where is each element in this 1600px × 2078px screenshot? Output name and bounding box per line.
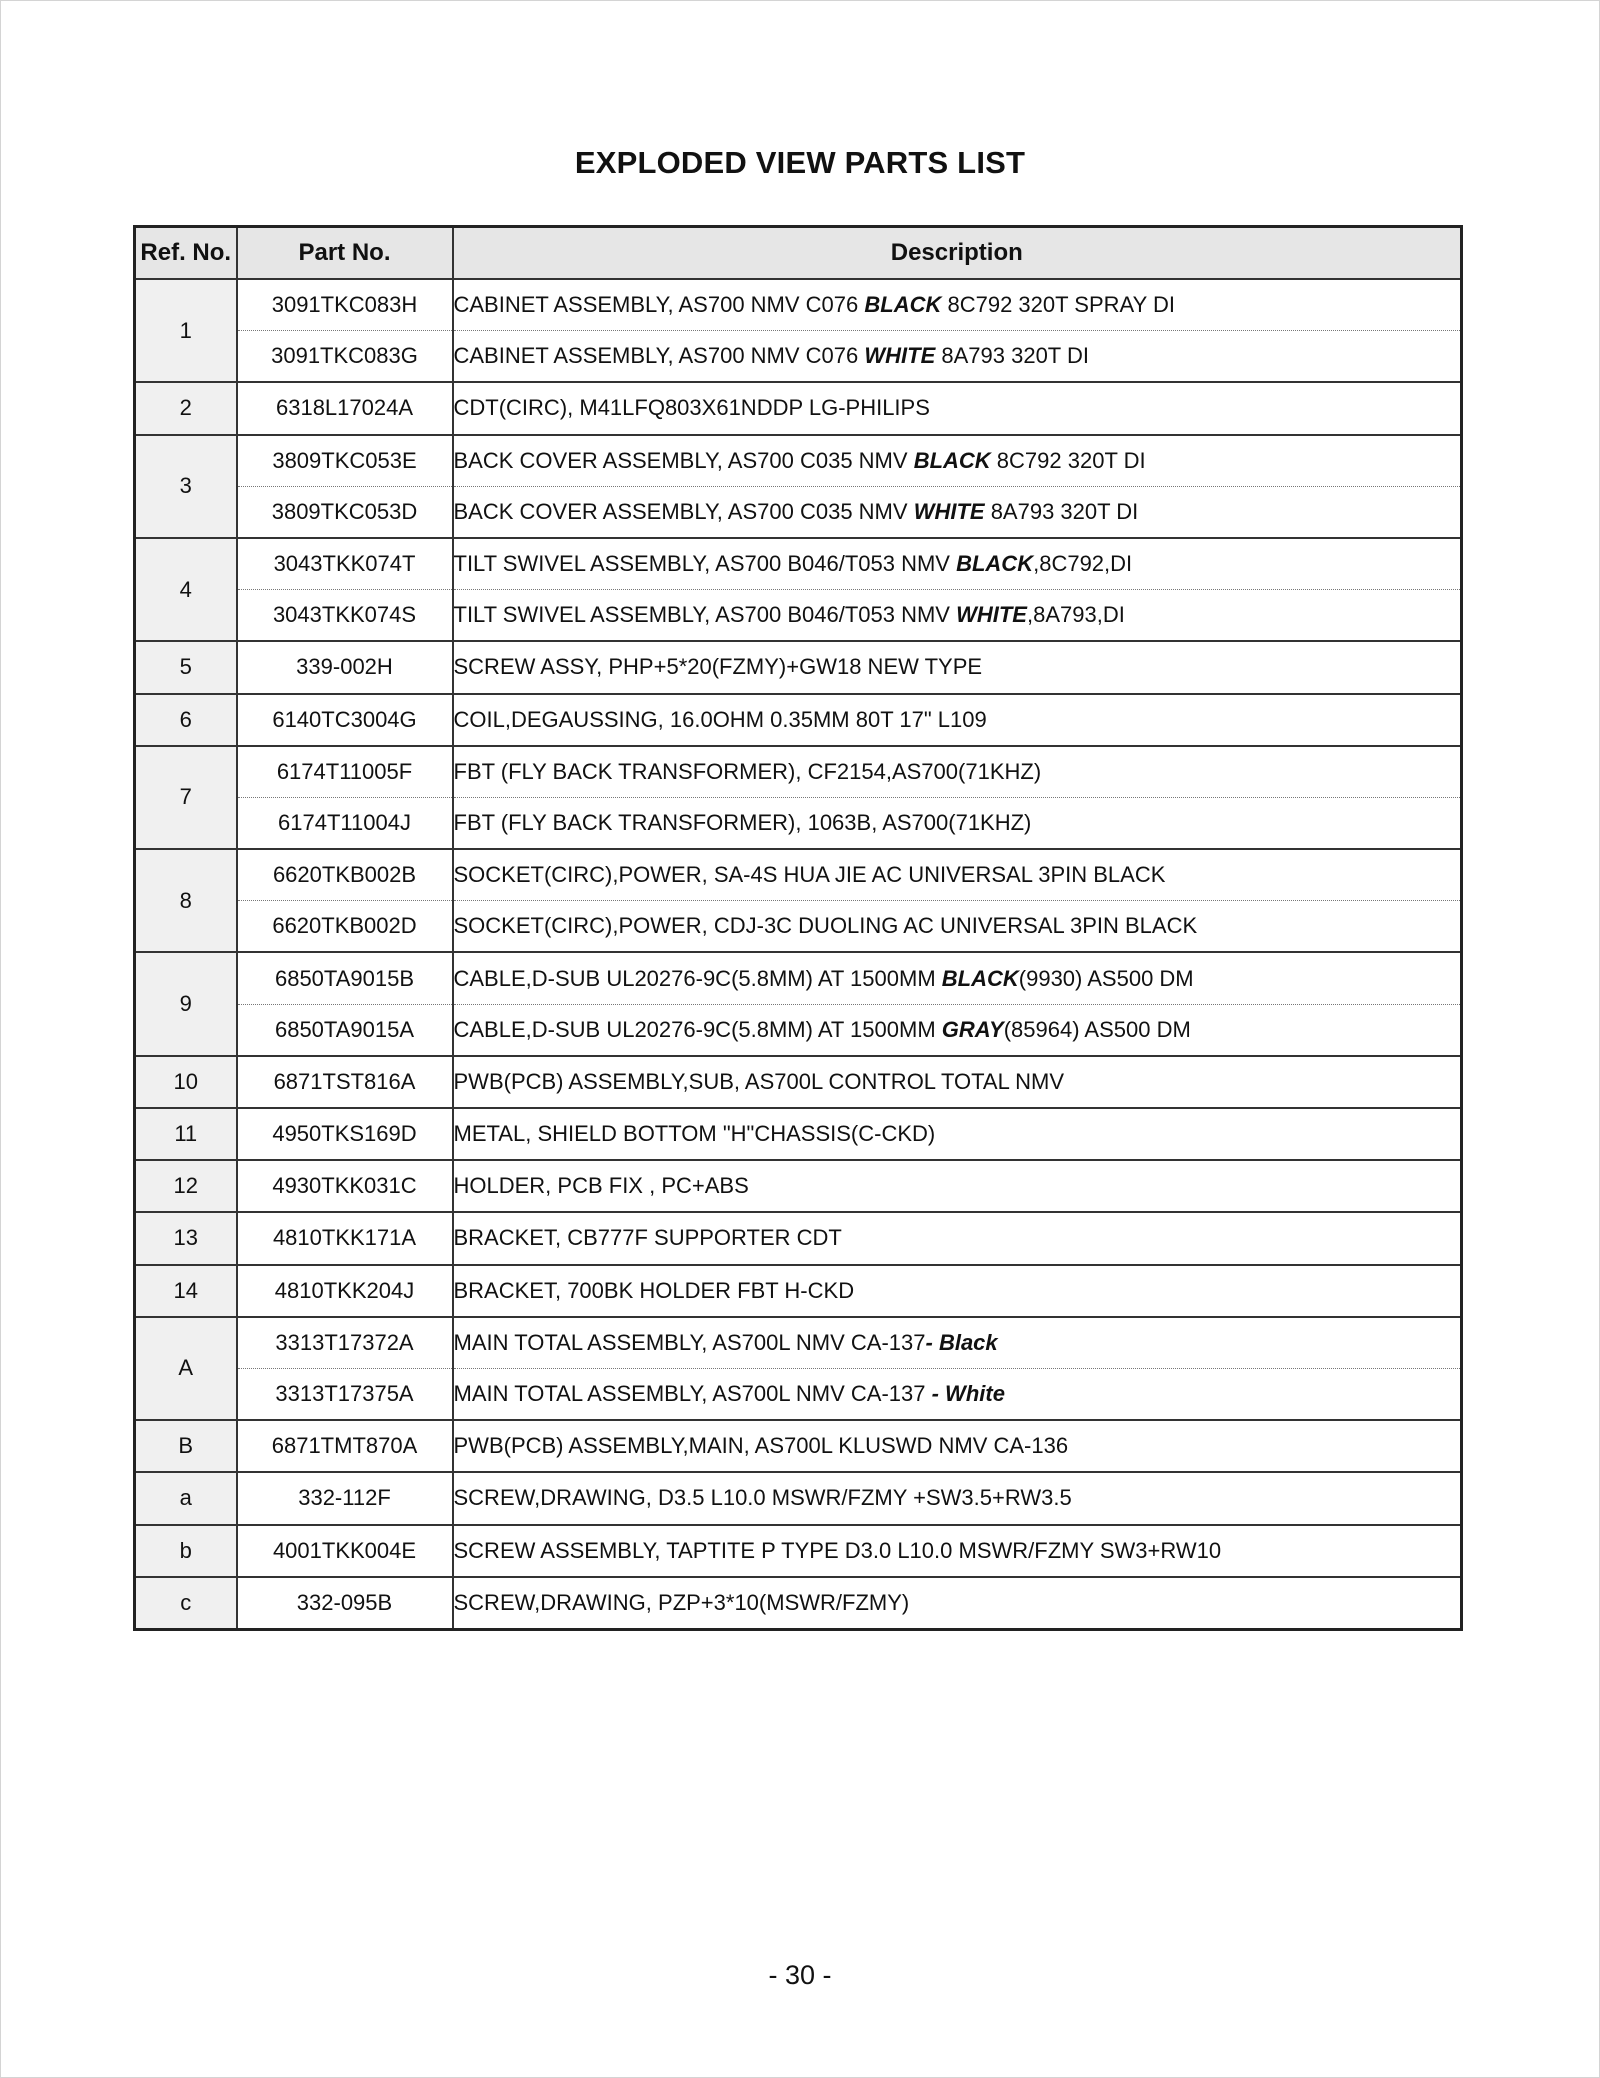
description-text: FBT (FLY BACK TRANSFORMER), CF2154,AS700(71KHZ) [453,758,1042,784]
table-row [135,641,1462,693]
description-cell [453,1420,1462,1472]
description-text-tail: (9930) AS500 DM [1018,965,1194,991]
part-no-cell: 4930TKK031C [237,1160,453,1212]
part-no-cell: 3809TKC053E [237,435,453,487]
part-no-cell: 6620TKB002D [237,901,453,953]
part-no-cell: 4810TKK204J [237,1265,453,1317]
description-cell [453,1577,1462,1630]
description-text: CABINET ASSEMBLY, AS700 NMV C076 [453,292,865,318]
ref-no-cell: 9 [135,952,237,1055]
description-text: MAIN TOTAL ASSEMBLY, AS700L NMV CA-137 [453,1381,932,1407]
table-row [135,435,1462,487]
part-no-cell: 3809TKC053D [237,486,453,538]
ref-no-cell: c [135,1577,237,1630]
part-no-cell: 6871TMT870A [237,1420,453,1472]
part-no-cell: 6174T11005F [237,746,453,798]
description-text: COIL,DEGAUSSING, 16.0OHM 0.35MM 80T 17" L109 [453,706,987,732]
description-text: CABINET ASSEMBLY, AS700 NMV C076 [453,343,865,369]
table-row [135,382,1462,434]
description-cell [453,901,1462,953]
part-no-cell: 3313T17372A [237,1317,453,1369]
ref-no-cell: A [135,1317,237,1420]
color-emphasis: BLACK [913,447,991,473]
part-no-cell: 4950TKS169D [237,1108,453,1160]
part-no-cell: 3091TKC083H [237,279,453,331]
table-row [135,279,1462,331]
page-title: EXPLODED VIEW PARTS LIST [574,145,1026,180]
description-cell [453,1160,1462,1212]
description-cell [453,746,1462,798]
table-row [135,1004,1462,1056]
description-text: CDT(CIRC), M41LFQ803X61NDDP LG-PHILIPS [453,395,930,421]
table-row [135,1265,1462,1317]
color-emphasis: WHITE [956,602,1027,628]
part-no-cell: 6871TST816A [237,1056,453,1108]
color-emphasis: - Black [925,1329,998,1355]
description-text: SCREW ASSEMBLY, TAPTITE P TYPE D3.0 L10.0 MSWR/FZMY SW3+RW10 [453,1537,1222,1563]
ref-no-cell: 5 [135,641,237,693]
table-row [135,1160,1462,1212]
table-row [135,1108,1462,1160]
header-row [135,227,1462,280]
color-emphasis: BLACK [941,965,1019,991]
description-text-tail: 8C792 320T DI [990,447,1146,473]
description-text: TILT SWIVEL ASSEMBLY, AS700 B046/T053 NMV [453,602,957,628]
description-text-tail: ,8C792,DI [1033,551,1133,577]
color-emphasis: - White [931,1381,1005,1407]
description-cell [453,1525,1462,1577]
description-cell [453,797,1462,849]
part-no-cell: 339-002H [237,641,453,693]
description-cell [453,849,1462,901]
table-row [135,1317,1462,1369]
table-row [135,1472,1462,1524]
description-text: METAL, SHIELD BOTTOM "H"CHASSIS(C-CKD) [453,1121,936,1147]
description-text: PWB(PCB) ASSEMBLY,SUB, AS700L CONTROL TOTAL NMV [453,1068,1064,1094]
description-text-tail: ,8A793,DI [1026,602,1125,628]
part-no-cell: 6140TC3004G [237,694,453,746]
part-no-cell: 332-112F [237,1472,453,1524]
table-row [135,331,1462,383]
part-no-cell: 3043TKK074T [237,538,453,590]
description-text: BACK COVER ASSEMBLY, AS700 C035 NMV [453,447,914,473]
description-cell [453,694,1462,746]
description-text-tail: 8C792 320T SPRAY DI [941,292,1175,318]
description-text-tail: 8A793 320T DI [984,498,1139,524]
table-row [135,901,1462,953]
ref-no-cell: 10 [135,1056,237,1108]
description-text: HOLDER, PCB FIX , PC+ABS [453,1173,749,1199]
part-no-cell: 6850TA9015A [237,1004,453,1056]
description-text: BRACKET, CB777F SUPPORTER CDT [453,1225,842,1251]
ref-no-cell: 14 [135,1265,237,1317]
description-cell [453,331,1462,383]
description-cell [453,1265,1462,1317]
header-description: Description [453,227,1462,280]
description-text: TILT SWIVEL ASSEMBLY, AS700 B046/T053 NMV [453,551,957,577]
table-row [135,538,1462,590]
ref-no-cell: 3 [135,435,237,538]
table-row [135,1368,1462,1420]
description-cell [453,435,1462,487]
description-text: CABLE,D-SUB UL20276-9C(5.8MM) AT 1500MM [453,965,942,991]
table-row [135,849,1462,901]
description-cell [453,1368,1462,1420]
description-text: BRACKET, 700BK HOLDER FBT H-CKD [453,1277,855,1303]
part-no-cell: 6850TA9015B [237,952,453,1004]
part-no-cell: 3313T17375A [237,1368,453,1420]
description-cell [453,1317,1462,1369]
ref-no-cell: b [135,1525,237,1577]
description-text: SOCKET(CIRC),POWER, SA-4S HUA JIE AC UNIVERSAL 3PIN BLACK [453,862,1166,888]
header-ref-no: Ref. No. [135,227,237,280]
ref-no-cell: 1 [135,279,237,382]
description-text: MAIN TOTAL ASSEMBLY, AS700L NMV CA-137 [453,1329,926,1355]
part-no-cell: 3091TKC083G [237,331,453,383]
part-no-cell: 332-095B [237,1577,453,1630]
page-number: - 30 - [768,1960,832,1990]
description-cell [453,486,1462,538]
ref-no-cell: 12 [135,1160,237,1212]
description-text: SCREW ASSY, PHP+5*20(FZMY)+GW18 NEW TYPE [453,654,983,680]
ref-no-cell: 7 [135,746,237,849]
table-row [135,797,1462,849]
description-cell [453,641,1462,693]
ref-no-cell: a [135,1472,237,1524]
color-emphasis: WHITE [864,343,936,369]
header-part-no: Part No. [237,227,453,280]
description-cell [453,590,1462,642]
description-cell [453,952,1462,1004]
table-row [135,1577,1462,1630]
description-cell [453,1472,1462,1524]
table-row [135,1525,1462,1577]
description-cell [453,1004,1462,1056]
description-text: BACK COVER ASSEMBLY, AS700 C035 NMV [453,498,914,524]
description-text: FBT (FLY BACK TRANSFORMER), 1063B, AS700(71KHZ) [453,809,1032,835]
table-row [135,746,1462,798]
table-row [135,486,1462,538]
color-emphasis: WHITE [913,498,985,524]
ref-no-cell: 8 [135,849,237,952]
description-text: SOCKET(CIRC),POWER, CDJ-3C DUOLING AC UNIVERSAL 3PIN BLACK [453,913,1198,939]
description-cell [453,1108,1462,1160]
ref-no-cell: 11 [135,1108,237,1160]
ref-no-cell: 4 [135,538,237,641]
description-cell [453,279,1462,331]
parts-table [133,225,1463,1631]
description-cell [453,1056,1462,1108]
description-cell [453,538,1462,590]
color-emphasis: BLACK [956,551,1034,577]
description-text: PWB(PCB) ASSEMBLY,MAIN, AS700L KLUSWD NMV CA-136 [453,1433,1069,1459]
description-text-tail: (85964) AS500 DM [1003,1016,1191,1042]
table-row [135,1212,1462,1264]
description-text: SCREW,DRAWING, D3.5 L10.0 MSWR/FZMY +SW3.5+RW3.5 [453,1485,1072,1511]
table-row [135,694,1462,746]
description-text: SCREW,DRAWING, PZP+3*10(MSWR/FZMY) [453,1589,910,1615]
color-emphasis: BLACK [864,292,942,318]
description-cell [453,1212,1462,1264]
part-no-cell: 6620TKB002B [237,849,453,901]
table-row [135,1056,1462,1108]
part-no-cell: 6174T11004J [237,797,453,849]
ref-no-cell: B [135,1420,237,1472]
ref-no-cell: 6 [135,694,237,746]
ref-no-cell: 13 [135,1212,237,1264]
part-no-cell: 3043TKK074S [237,590,453,642]
part-no-cell: 4001TKK004E [237,1525,453,1577]
table-row [135,590,1462,642]
description-text-tail: 8A793 320T DI [935,343,1089,369]
ref-no-cell: 2 [135,382,237,434]
table-row [135,1420,1462,1472]
part-no-cell: 4810TKK171A [237,1212,453,1264]
description-cell [453,382,1462,434]
part-no-cell: 6318L17024A [237,382,453,434]
table-row [135,952,1462,1004]
description-text: CABLE,D-SUB UL20276-9C(5.8MM) AT 1500MM [453,1016,942,1042]
color-emphasis: GRAY [941,1016,1004,1042]
